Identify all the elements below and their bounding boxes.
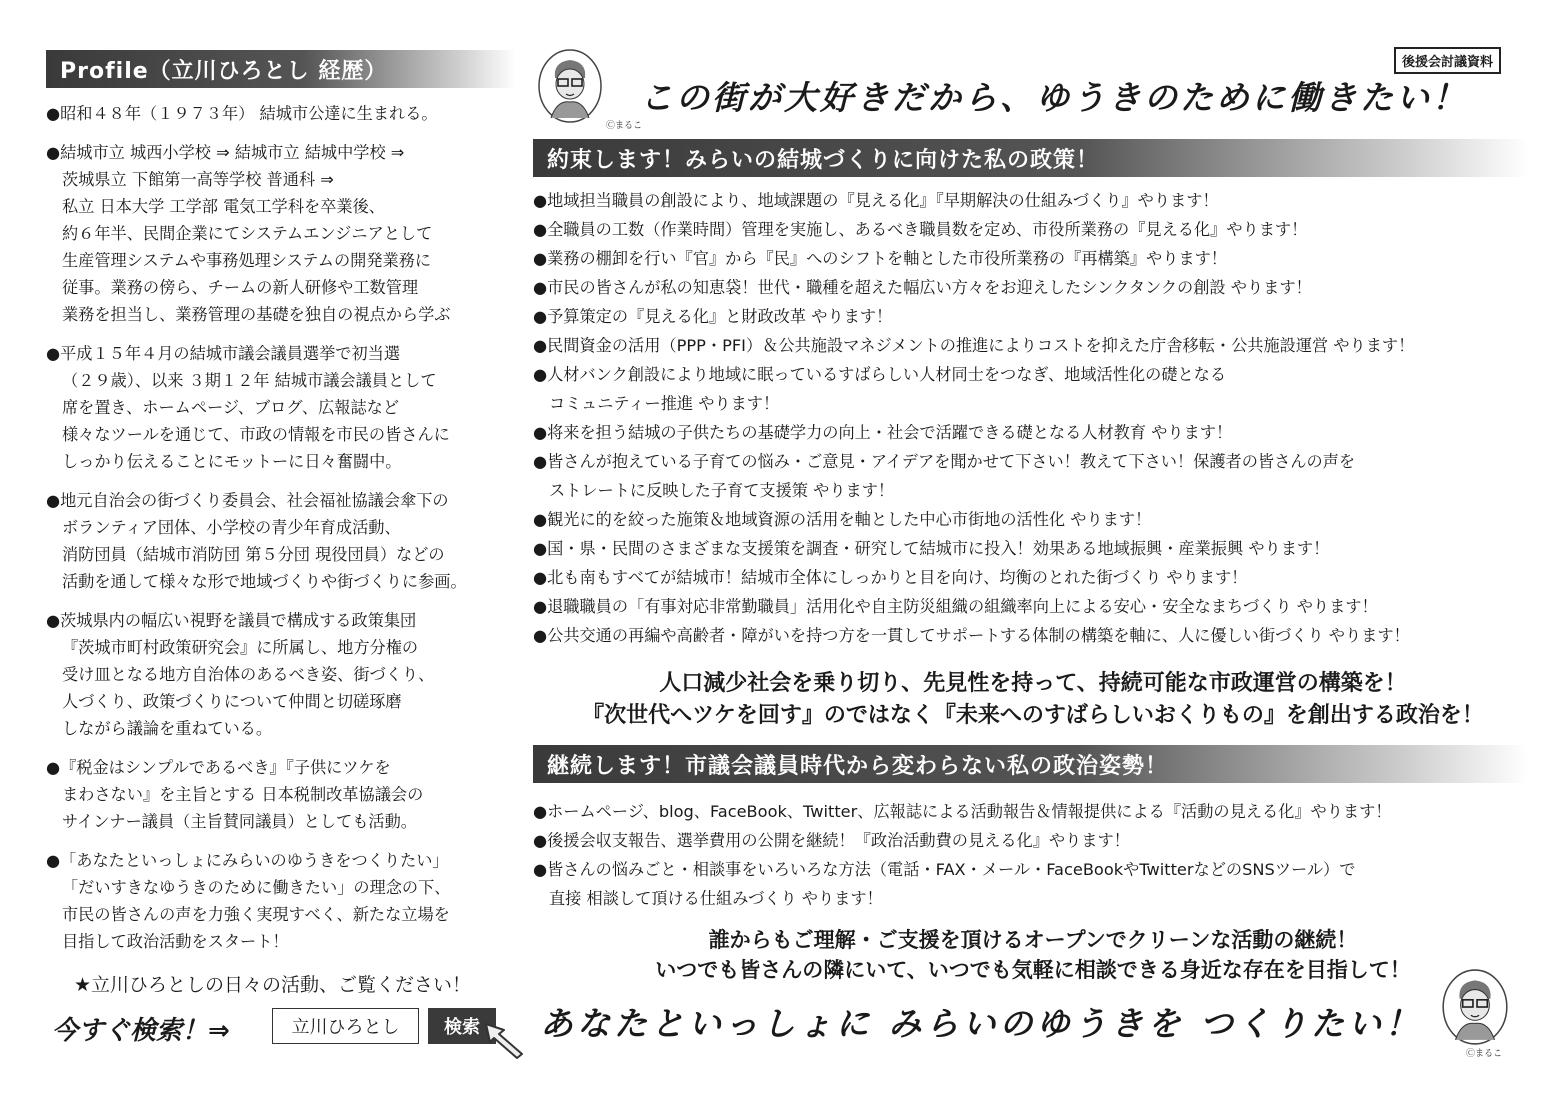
list-item-line: ●退職職員の「有事対応非常勤職員」活用化や自主防災組織の組織率向上による安心・安全なまちづくり やります！ (533, 597, 1378, 616)
avatar-bottom-icon (1438, 968, 1512, 1046)
list-item-line: 席を置き、ホームページ、ブログ、広報誌など (62, 398, 400, 417)
list-item-line: ●北も南もすべてが結城市！結城市全体にしっかりと目を向け、均衡のとれた街づくり やります！ (533, 568, 1248, 587)
policies-header (533, 139, 1528, 177)
list-item (46, 607, 516, 742)
list-item (533, 302, 1533, 331)
list-item-line: ●人材バンク創設により地域に眠っているすばらしい人材同士をつなぎ、地域活性化の礎となる (533, 365, 1227, 384)
list-item-line: まわさない』を主旨とする 日本税制改革協議会の (62, 785, 424, 804)
list-item-line: ●後援会収支報告、選挙費用の公開を継続！『政治活動費の見える化』やります！ (533, 831, 1130, 850)
profile-header-label: Profile（立川ひろとし 経歴） (60, 58, 388, 84)
list-item-line: 人づくり、政策づくりについて仲間と切磋琢磨 (62, 692, 402, 711)
policy-slogan-line: 人口減少社会を乗り切り、先見性を持って、持続可能な市政運営の構築を！ (659, 671, 1407, 696)
list-item-line: 茨城県立 下館第一高等学校 普通科 ⇒ (62, 170, 334, 189)
list-item (533, 418, 1533, 447)
list-item-line: ●ホームページ、blog、FaceBook、Twitter、広報誌による活動報告＆情報提供による『活動の見える化』やります！ (533, 802, 1392, 821)
list-item-line: 従事。業務の傍ら、チームの新人研修や工数管理 (62, 278, 419, 297)
profile-list (46, 100, 516, 967)
list-item-line: 市民の皆さんの声を力強く実現すべく、新たな立場を (62, 905, 450, 924)
policy-slogan (533, 668, 1533, 732)
list-item-line: ●全職員の工数（作業時間）管理を実施し、あるべき職員数を定め、市役所業務の『見える化』やります！ (533, 220, 1308, 239)
list-item-line: 消防団員（結城市消防団 第５分団 現役団員）などの (62, 545, 445, 564)
list-item-line: ●将来を担う結城の子供たちの基礎学力の向上・社会で活躍できる礎となる人材教育 やります！ (533, 423, 1233, 442)
list-item-line: ●茨城県内の幅広い視野を議員で構成する政策集団 (46, 611, 417, 630)
search-lead: 今すぐ検索！⇒ (52, 1016, 230, 1046)
list-item-line: ●地元自治会の街づくり委員会、社会福祉協議会傘下の (46, 491, 449, 510)
list-item-line: ●業務の棚卸を行い『官』から『民』へのシフトを軸とした市役所業務の『再構築』やります！ (533, 249, 1227, 268)
list-item-line: 「だいすきなゆうきのために働きたい」の理念の下、 (62, 878, 451, 897)
list-item-line: コミュニティー推進 やります！ (549, 394, 780, 413)
activity-note: ★立川ひろとしの日々の活動、ご覧ください！ (74, 974, 472, 996)
list-item-line: ●『税金はシンプルであるべき』『子供にツケを (46, 758, 391, 777)
list-item-line: ●結城市立 城西小学校 ⇒ 結城市立 結城中学校 ⇒ (46, 143, 405, 162)
list-item (533, 273, 1533, 302)
stance-slogan-line: 誰からもご理解・ご支援を頂けるオープンでクリーンな活動の継続！ (708, 928, 1358, 952)
list-item (533, 592, 1533, 621)
handout-badge: 後援会討議資料 (1394, 47, 1501, 74)
list-item (533, 447, 1533, 505)
list-item (46, 100, 516, 127)
list-item-line: 目指して政治活動をスタート！ (62, 932, 289, 951)
list-item-line: ストレートに反映した子育て支援策 やります！ (549, 481, 895, 500)
policy-list (533, 186, 1533, 650)
list-item-line: しっかり伝えることにモットーに日々奮闘中。 (62, 452, 402, 471)
profile-header (46, 50, 516, 88)
stance-header-label: 継続します！市議会議員時代から変わらない私の政治姿勢！ (547, 753, 1169, 779)
list-item (533, 621, 1533, 650)
stance-slogan (533, 925, 1533, 985)
list-item (533, 797, 1533, 826)
search-button-label: 検索 (444, 1017, 480, 1038)
list-item-line: 活動を通して様々な形で地域づくりや街づくりに参画。 (62, 572, 467, 591)
list-item (46, 139, 516, 328)
list-item-line: 私立 日本大学 工学部 電気工学科を卒業後、 (62, 197, 385, 216)
list-item-line: 受け皿となる地方自治体のあるべき姿、街づくり、 (62, 665, 435, 684)
list-item-line: ●公共交通の再編や高齢者・障がいを持つ方を一貫してサポートする体制の構築を軸に、人に優しい街づくり やります！ (533, 626, 1410, 645)
list-item-line: （２９歳）、以来 ３期１２年 結城市議会議員として (62, 371, 437, 390)
list-item (46, 754, 516, 835)
list-item (533, 855, 1533, 913)
list-item-line: ●市民の皆さんが私の知恵袋！世代・職種を超えた幅広い方々をお迎えしたシンクタンクの創設 やります！ (533, 278, 1312, 297)
list-item-line: ●国・県・民間のさまざまな支援策を調査・研究して結城市に投入！効果ある地域振興・産業振興 やります！ (533, 539, 1330, 558)
avatar-top-icon (537, 48, 603, 124)
list-item-line: ●観光に的を絞った施策＆地域資源の活用を軸とした中心市街地の活性化 やります！ (533, 510, 1152, 529)
list-item (533, 215, 1533, 244)
list-item-line: 様々なツールを通じて、市政の情報を市民の皆さんに (62, 425, 450, 444)
list-item-line: 約６年半、民間企業にてシステムエンジニアとして (62, 224, 433, 243)
cursor-arrow-icon (482, 1020, 532, 1060)
list-item-line: ●昭和４８年（１９７３年） 結城市公達に生まれる。 (46, 104, 438, 123)
list-item (533, 360, 1533, 418)
list-item-line: ボランティア団体、小学校の青少年育成活動、 (62, 518, 401, 537)
list-item (46, 487, 516, 595)
closing-line: あなたといっしょに みらいのゆうきを つくりたい！ (540, 1004, 1422, 1043)
list-item-line: ●民間資金の活用（PPP・PFI）＆公共施設マネジメントの推進によりコストを抑えた庁舎移転・公共施設運営 やります！ (533, 336, 1415, 355)
stance-slogan-line: いつでも皆さんの隣にいて、いつでも気軽に相談できる身近な存在を目指して！ (655, 958, 1411, 982)
list-item-line: ●地域担当職員の創設により、地域課題の『見える化』『早期解決の仕組みづくり』やります！ (533, 191, 1219, 210)
copyright-bottom: Ⓒまるこ (1466, 1049, 1503, 1059)
list-item (533, 826, 1533, 855)
list-item (46, 340, 516, 475)
copyright-top: Ⓒまるこ (606, 121, 643, 131)
list-item-line: ●予算策定の『見える化』と財政改革 やります！ (533, 307, 893, 326)
list-item-line: 『茨城市町村政策研究会』に所属し、地方分権の (62, 638, 419, 657)
list-item-line: 直接 相談して頂ける仕組みづくり やります！ (549, 889, 883, 908)
list-item-line: ●皆さんの悩みごと・相談事をいろいろな方法（電話・FAX・メール・FaceBookやTwitterなどのSNSツール）で (533, 860, 1356, 879)
search-input-value: 立川ひろとし (291, 1017, 400, 1038)
list-item (533, 505, 1533, 534)
list-item-line: ●皆さんが抱えている子育ての悩み・ご意見・アイデアを聞かせて下さい！教えて下さい！保護者の皆さんの声を (533, 452, 1356, 471)
list-item (533, 331, 1533, 360)
list-item (533, 244, 1533, 273)
stance-header (533, 745, 1528, 783)
search-input[interactable] (272, 1008, 419, 1044)
list-item-line: 業務を担当し、業務管理の基礎を独自の視点から学ぶ (62, 305, 451, 324)
list-item (46, 847, 516, 955)
policies-header-label: 約束します！みらいの結城づくりに向けた私の政策！ (547, 147, 1100, 173)
list-item-line: ●平成１５年４月の結城市議会議員選挙で初当選 (46, 344, 401, 363)
stance-list (533, 797, 1533, 913)
headline: この街が大好きだから、ゆうきのために働きたい！ (640, 78, 1468, 117)
list-item (533, 186, 1533, 215)
policy-slogan-line: 『次世代へツケを回す』のではなく『未来へのすばらしいおくりもの』を創出する政治を！ (582, 703, 1484, 728)
list-item-line: 生産管理システムや事務処理システムの開発業務に (62, 251, 432, 270)
list-item-line: サインナー議員（主旨賛同議員）としても活動。 (62, 812, 417, 831)
list-item (533, 534, 1533, 563)
list-item-line: しながら議論を重ねている。 (62, 719, 273, 738)
list-item (533, 563, 1533, 592)
list-item-line: ●「あなたといっしょにみらいのゆうきをつくりたい」 (46, 851, 449, 870)
